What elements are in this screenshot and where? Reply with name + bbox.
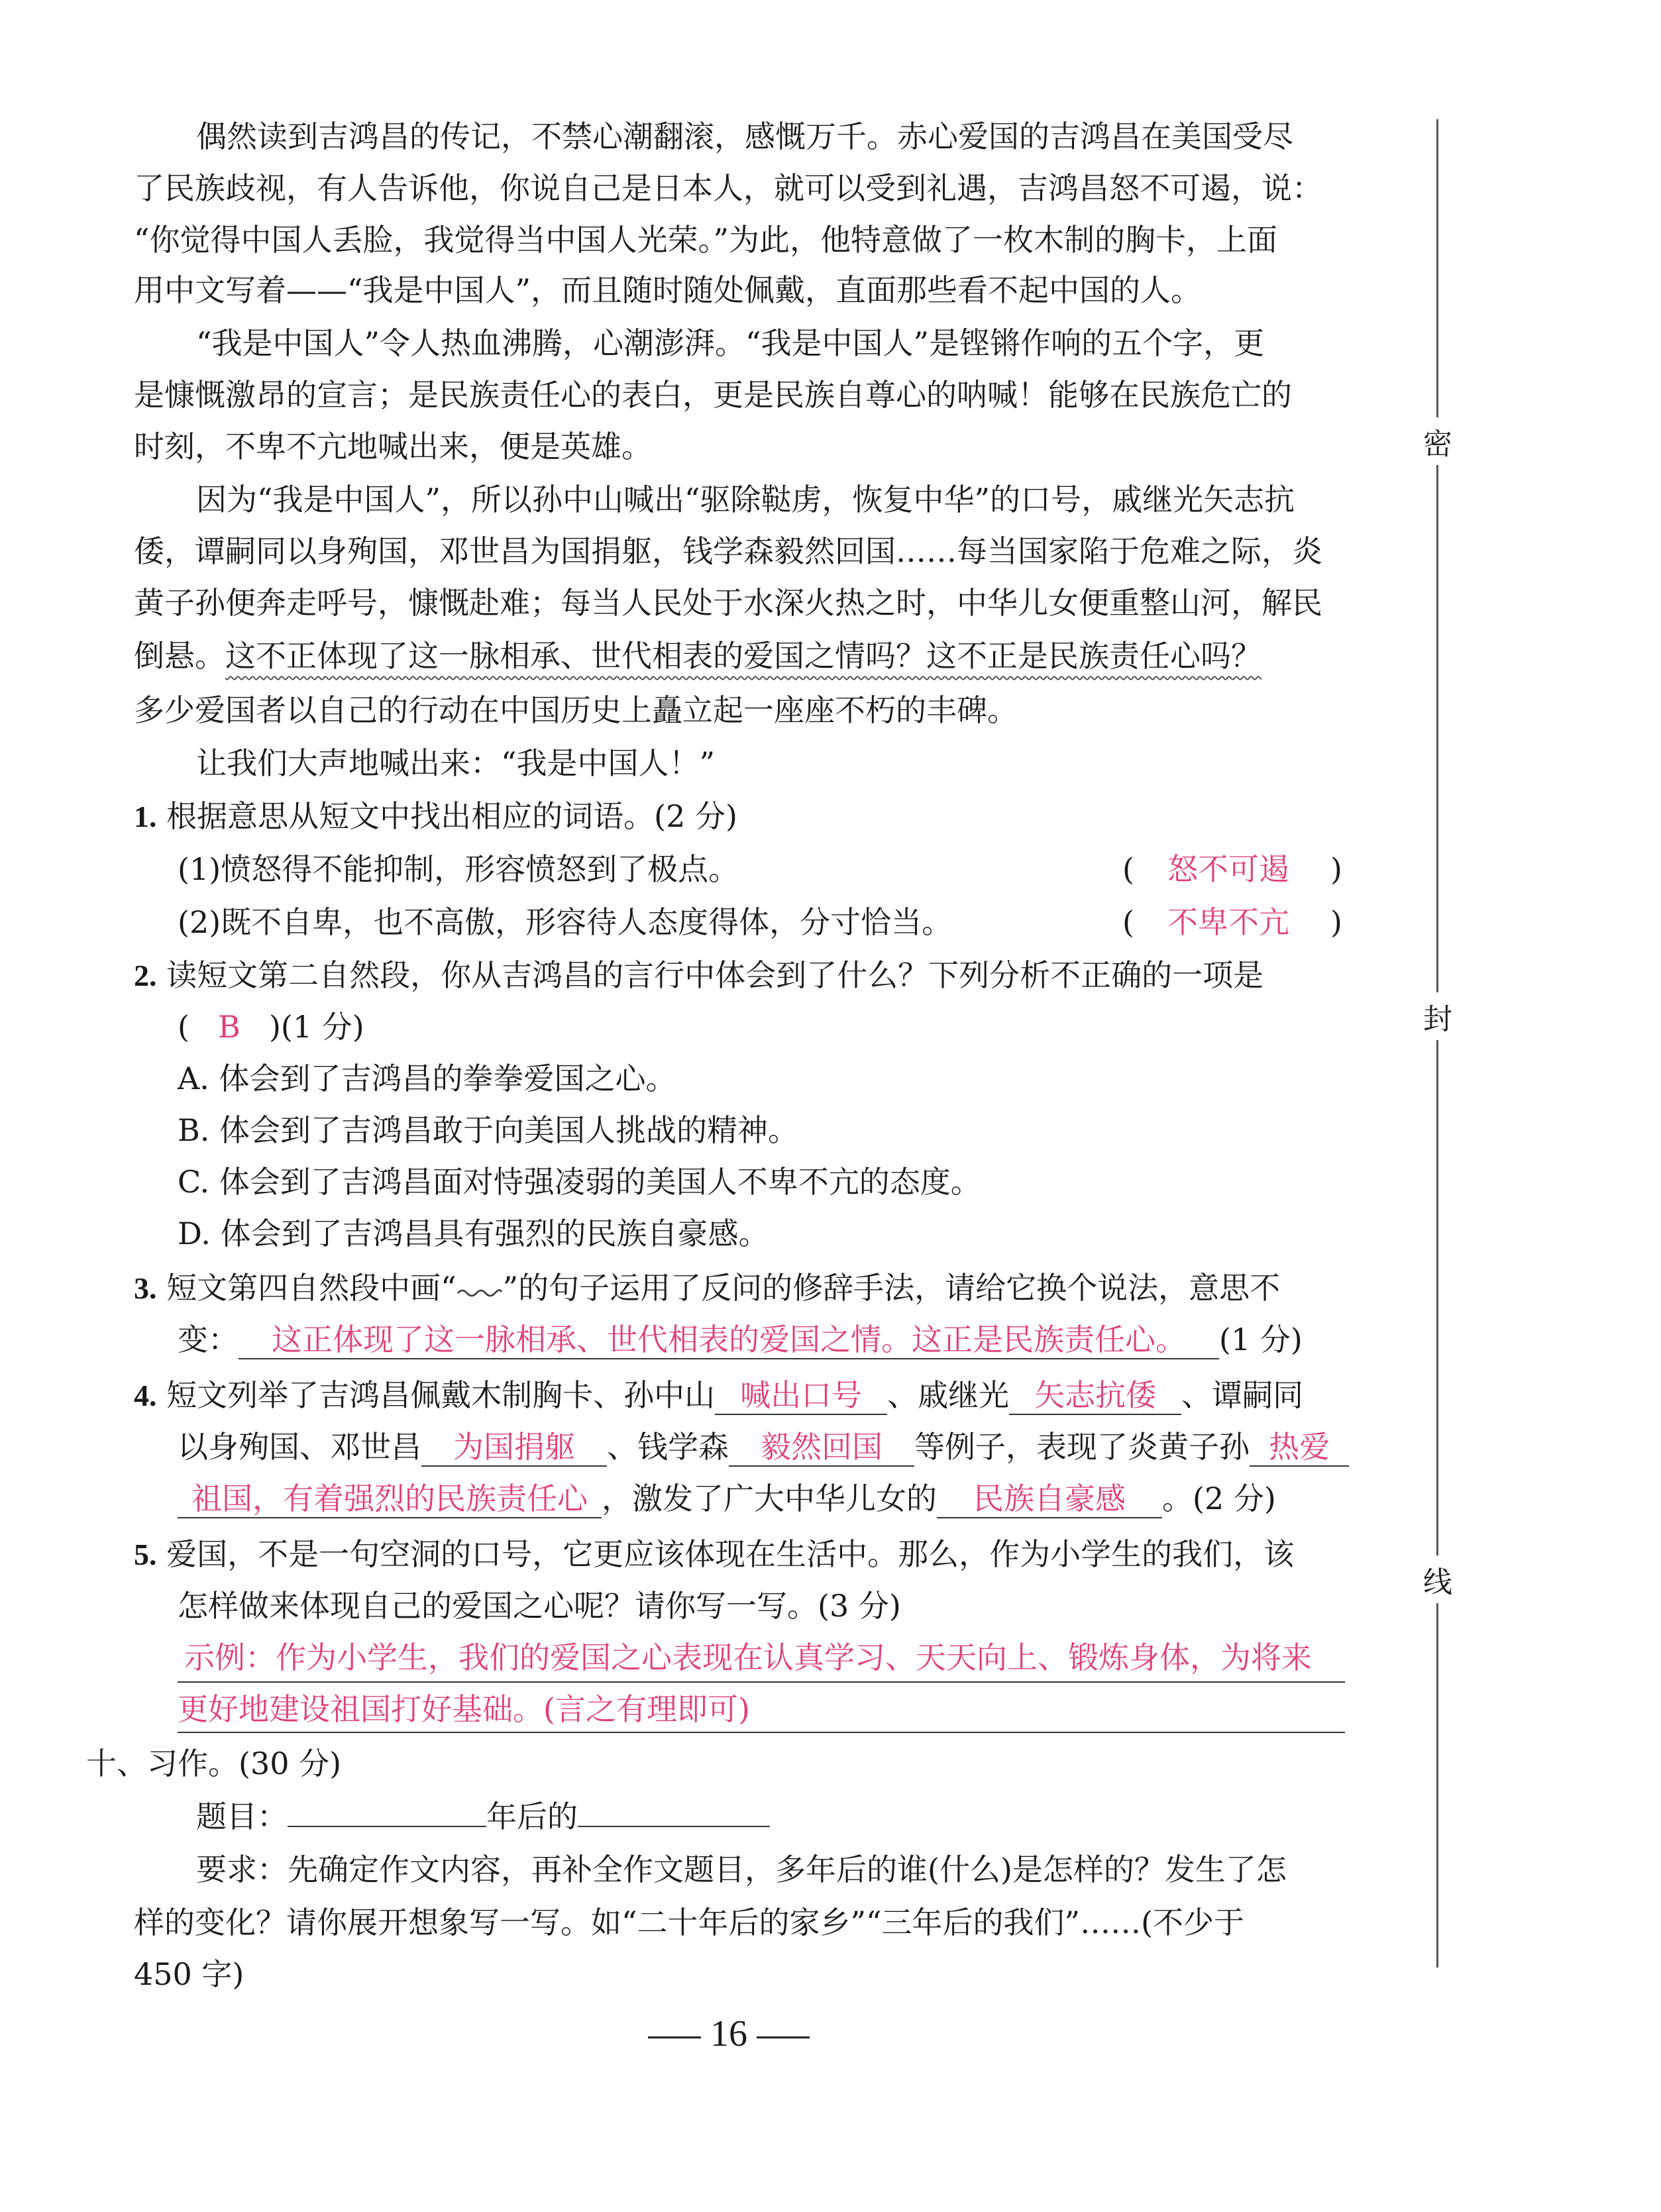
q2-option-d: D. 体会到了吉鸿昌具有强烈的民族自豪感。 [178, 1216, 769, 1251]
q3-line2 [178, 1320, 1303, 1359]
page-number [0, 2013, 1458, 2055]
passage-p1-line3: “你觉得中国人丢脸，我觉得当中国人光荣。”为此，他特意做了一枚木制的胸卡，上面 [134, 222, 1278, 258]
question-stem-start: 短文第四自然段中画“ [166, 1270, 456, 1306]
section-10-title: 十、习作。(30 分) [86, 1746, 342, 1781]
page-number-value: 16 [710, 2013, 747, 2054]
passage-p1-line2: 了民族歧视，有人告诉他，你说自己是日本人，就可以受到礼遇，吉鸿昌怒不可遏，说： [134, 170, 1322, 206]
composition-topic [196, 1797, 770, 1836]
question-1 [134, 796, 737, 837]
question-4-line3 [178, 1479, 1276, 1518]
topic-blank-2[interactable] [578, 1826, 770, 1827]
q4-answer-5-start: 热爱 [1250, 1428, 1349, 1467]
question-stem: 读短文第二自然段，你从吉鸿昌的言行中体会到了什么？下列分析不正确的一项是 [166, 957, 1264, 993]
q4-answer-6: 民族自豪感 [937, 1480, 1162, 1518]
q1-item2-open-paren: ( [1122, 904, 1134, 940]
passage-p3-line1: 因为“我是中国人”，所以孙中山喊出“驱除鞑虏，恢复中华”的口号，戚继光矢志抗 [196, 482, 1295, 517]
q1-item1-close-paren: ) [1330, 851, 1342, 887]
requirements-line3: 450 字) [134, 1956, 244, 1992]
topic-blank-1[interactable] [288, 1826, 486, 1827]
q4-text-7: ，激发了广大中华儿女的 [602, 1481, 937, 1516]
answer-rule-2 [178, 1732, 1345, 1733]
q3-prefix: 变： [178, 1322, 239, 1357]
q4-text-1: 短文列举了吉鸿昌佩戴木制胸卡、孙中山 [166, 1377, 716, 1413]
question-number: 3. [134, 1271, 157, 1305]
q4-answer-5-end: 祖国，有着强烈的民族责任心 [178, 1480, 602, 1518]
dash-right [757, 2036, 810, 2038]
q2-option-a: A. 体会到了吉鸿昌的拳拳爱国之心。 [178, 1061, 676, 1096]
rhetorical-question-sentence: 这不正体现了这一脉相承、世代相表的爱国之情吗？这不正是民族责任心吗？ [225, 638, 1261, 674]
q2-close-score: )(1 分) [268, 1009, 364, 1045]
topic-label: 题目： [196, 1799, 288, 1834]
question-number: 1. [134, 800, 157, 833]
passage-p3-line2: 倭，谭嗣同以身殉国，邓世昌为国捐躯，钱学森毅然回国……每当国家陷于危难之际，炎 [134, 533, 1322, 569]
passage-p3-line4-start: 倒悬。 [134, 638, 225, 674]
requirements-line2: 样的变化？请你展开想象写一写。如“二十年后的家乡”“三年后的我们”……(不少于 [134, 1905, 1245, 1940]
seal-label-mi: 密 [1423, 417, 1452, 465]
question-number: 4. [134, 1379, 157, 1412]
q4-text-8: 。(2 分) [1162, 1481, 1276, 1516]
seal-label-xian: 线 [1423, 1555, 1452, 1603]
question-stem: 根据意思从短文中找出相应的词语。(2 分) [166, 798, 737, 834]
dash-left [648, 2036, 701, 2038]
question-stem-1: 爱国，不是一句空洞的口号，它更应该体现在生活中。那么，作为小学生的我们，该 [166, 1536, 1295, 1572]
q4-text-2: 、戚继光 [887, 1377, 1010, 1413]
q4-answer-2: 矢志抗倭 [1009, 1377, 1181, 1415]
passage-p2-line3: 时刻，不卑不亢地喊出来，便是英雄。 [134, 429, 652, 464]
requirements-line1: 要求：先确定作文内容，再补全作文题目，多年后的谁(什么)是怎样的？发生了怎 [196, 1852, 1287, 1887]
q2-option-b: B. 体会到了吉鸿昌敢于向美国人挑战的精神。 [178, 1112, 799, 1148]
q2-option-c: C. 体会到了吉鸿昌面对恃强凌弱的美国人不卑不亢的态度。 [178, 1164, 981, 1200]
q1-item2-text: (2)既不自卑，也不高傲，形容待人态度得体，分寸恰当。 [178, 904, 953, 940]
q2-answer: B [218, 1009, 241, 1045]
q3-answer: 这正体现了这一脉相承、世代相表的爱国之情。这正是民族责任心。 [239, 1321, 1219, 1359]
question-stem-end: ”的句子运用了反问的修辞手法，请给它换个说法，意思不 [502, 1270, 1281, 1306]
answer-rule-1 [178, 1681, 1345, 1683]
q4-answer-1: 喊出口号 [715, 1377, 887, 1415]
q2-answer-line [178, 1007, 364, 1047]
passage-p1-line1: 偶然读到吉鸿昌的传记，不禁心潮翻滚，感慨万千。赤心爱国的吉鸿昌在美国受尽 [196, 119, 1293, 154]
q1-item1-open-paren: ( [1122, 851, 1134, 887]
q5-answer-line2: 更好地建设祖国打好基础。(言之有理即可) [178, 1691, 750, 1727]
passage-p1-line4: 用中文写着——“我是中国人”，而且随时随处佩戴，直面那些看不起中国的人。 [134, 272, 1202, 308]
question-4-line2 [178, 1427, 1349, 1467]
question-5-line2: 怎样做来体现自己的爱国之心呢？请你写一写。(3 分) [178, 1588, 901, 1624]
passage-p3-line4 [134, 636, 1261, 676]
q2-open-paren: ( [178, 1009, 189, 1045]
q4-answer-4: 毅然回国 [729, 1428, 914, 1467]
q4-text-5: 、钱学森 [607, 1429, 729, 1465]
seal-label-feng: 封 [1423, 992, 1452, 1040]
q1-item2-answer: 不卑不亢 [1167, 904, 1289, 940]
passage-p3-line5: 多少爱国者以自己的行动在中国历史上矗立起一座座不朽的丰碑。 [134, 692, 1018, 728]
q4-text-3: 、谭嗣同 [1181, 1377, 1304, 1413]
q4-text-4: 以身殉国、邓世昌 [178, 1429, 421, 1465]
binding-line [1436, 119, 1438, 1968]
wavy-mark-icon [456, 1268, 503, 1308]
q1-item1-answer: 怒不可遏 [1167, 851, 1289, 887]
q4-text-6: 等例子，表现了炎黄子孙 [914, 1429, 1250, 1465]
question-number: 2. [134, 959, 157, 992]
question-number: 5. [134, 1538, 157, 1571]
q1-item1-text: (1)愤怒得不能抑制，形容愤怒到了极点。 [178, 851, 739, 887]
passage-p2-line2: 是慷慨激昂的宣言；是民族责任心的表白，更是民族自尊心的呐喊！能够在民族危亡的 [134, 377, 1292, 413]
question-5-line1 [134, 1534, 1294, 1575]
topic-middle: 年后的 [486, 1799, 578, 1834]
passage-p2-line1: “我是中国人”令人热血沸腾，心潮澎湃。“我是中国人”是铿锵作响的五个字，更 [196, 325, 1265, 361]
passage-p3-line3: 黄子孙便奔走呼号，慷慨赴难；每当人民处于水深火热之时，中华儿女便重整山河，解民 [134, 585, 1322, 621]
question-2 [134, 955, 1263, 996]
passage-p4: 让我们大声地喊出来：“我是中国人！” [196, 745, 716, 781]
q5-answer-line1: 示例：作为小学生，我们的爱国之心表现在认真学习、天天向上、锻炼身体，为将来 [184, 1640, 1312, 1675]
question-4-line1 [134, 1375, 1303, 1416]
q4-answer-3: 为国捐躯 [421, 1428, 607, 1467]
question-3 [134, 1268, 1280, 1308]
q1-item2-close-paren: ) [1330, 904, 1342, 940]
q3-score: (1 分) [1219, 1322, 1303, 1357]
